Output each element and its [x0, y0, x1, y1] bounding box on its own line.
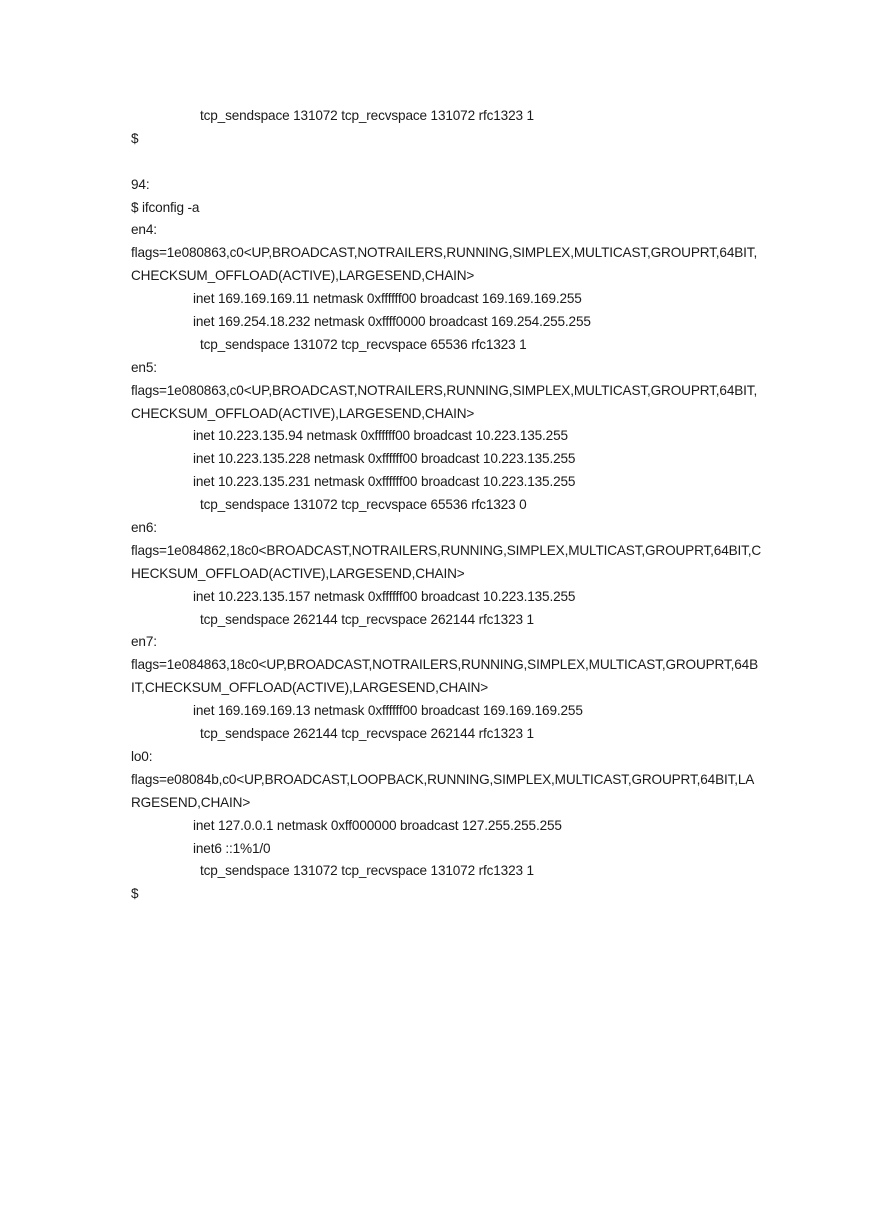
- interface-name-en4: en4:: [131, 222, 157, 238]
- inet-line: inet 10.223.135.94 netmask 0xffffff00 broadcast 10.223.135.255: [193, 428, 568, 444]
- interface-name-en7: en7:: [131, 634, 157, 650]
- tcp-space-line: tcp_sendspace 131072 tcp_recvspace 131072 rfc1323 1: [200, 863, 534, 879]
- interface-name-lo0: lo0:: [131, 748, 153, 764]
- interface-flags-continued: HECKSUM_OFFLOAD(ACTIVE),LARGESEND,CHAIN>: [131, 565, 465, 581]
- interface-flags: flags=1e084863,18c0<UP,BROADCAST,NOTRAILERS,RUNNING,SIMPLEX,MULTICAST,GROUPRT,64B: [131, 657, 758, 673]
- interface-flags-continued: CHECKSUM_OFFLOAD(ACTIVE),LARGESEND,CHAIN>: [131, 405, 475, 421]
- inet-line: inet 169.254.18.232 netmask 0xffff0000 broadcast 169.254.255.255: [193, 314, 591, 330]
- inet-line: inet 10.223.135.231 netmask 0xffffff00 broadcast 10.223.135.255: [193, 474, 576, 490]
- interface-flags: flags=e08084b,c0<UP,BROADCAST,LOOPBACK,RUNNING,SIMPLEX,MULTICAST,GROUPRT,64BIT,LA: [131, 771, 755, 787]
- text-line: tcp_sendspace 131072 tcp_recvspace 131072 rfc1323 1: [200, 108, 534, 123]
- tcp-space-line: tcp_sendspace 131072 tcp_recvspace 65536 rfc1323 1: [200, 336, 527, 352]
- interface-name-en5: en5:: [131, 359, 157, 375]
- tcp-space-line: tcp_sendspace 131072 tcp_recvspace 65536 rfc1323 0: [200, 497, 527, 513]
- inet-line: inet 169.169.169.11 netmask 0xffffff00 broadcast 169.169.169.255: [193, 291, 582, 307]
- tcp-space-line: tcp_sendspace 262144 tcp_recvspace 262144 rfc1323 1: [200, 611, 534, 627]
- tcp-space-line: tcp_sendspace 262144 tcp_recvspace 262144 rfc1323 1: [200, 726, 534, 742]
- inet-line: inet 127.0.0.1 netmask 0xff000000 broadcast 127.255.255.255: [193, 817, 562, 833]
- command-line: $ ifconfig -a: [131, 199, 200, 215]
- interface-flags-continued: CHECKSUM_OFFLOAD(ACTIVE),LARGESEND,CHAIN>: [131, 268, 475, 284]
- interface-flags: flags=1e080863,c0<UP,BROADCAST,NOTRAILERS,RUNNING,SIMPLEX,MULTICAST,GROUPRT,64BIT,: [131, 245, 758, 261]
- inet6-line: inet6 ::1%1/0: [193, 840, 271, 856]
- interface-flags: flags=1e080863,c0<UP,BROADCAST,NOTRAILERS,RUNNING,SIMPLEX,MULTICAST,GROUPRT,64BIT,: [131, 382, 758, 398]
- interface-name-en6: en6:: [131, 520, 157, 536]
- blank-line: [131, 151, 743, 174]
- shell-prompt: $: [131, 130, 139, 146]
- inet-line: inet 10.223.135.228 netmask 0xffffff00 broadcast 10.223.135.255: [193, 451, 576, 467]
- section-label: 94:: [131, 176, 150, 192]
- interface-flags-continued: IT,CHECKSUM_OFFLOAD(ACTIVE),LARGESEND,CHAIN>: [131, 680, 489, 696]
- interface-flags: flags=1e084862,18c0<BROADCAST,NOTRAILERS,RUNNING,SIMPLEX,MULTICAST,GROUPRT,64BIT,C: [131, 542, 762, 558]
- inet-line: inet 169.169.169.13 netmask 0xffffff00 broadcast 169.169.169.255: [193, 703, 583, 719]
- inet-line: inet 10.223.135.157 netmask 0xffffff00 broadcast 10.223.135.255: [193, 588, 576, 604]
- interface-flags-continued: RGESEND,CHAIN>: [131, 794, 251, 810]
- shell-prompt: $: [131, 886, 139, 902]
- terminal-output-text: [131, 105, 762, 906]
